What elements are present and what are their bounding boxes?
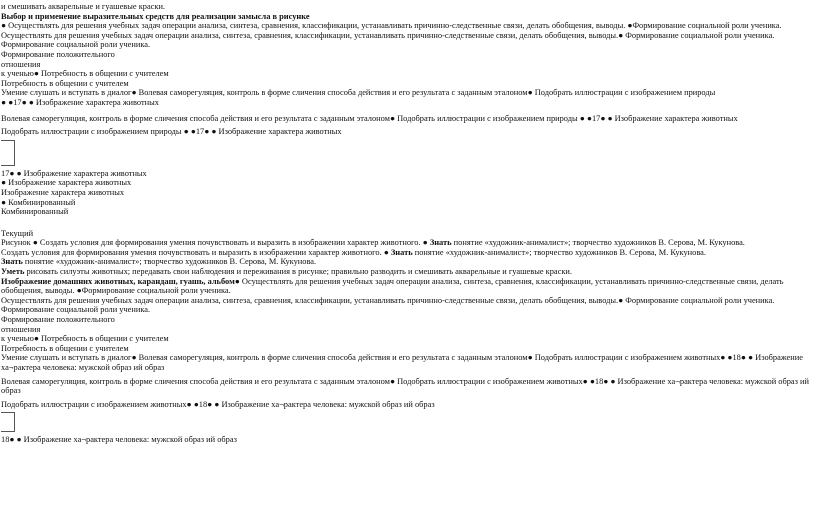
text-line: Текущий [1,228,34,238]
text-line: ● ●17● ● Изображение характера животных [1,97,159,107]
text-line: Рисунок ● Создать условия для формирования умения почувствовать и выразить в изображении характер животного. ● Знать понятие «художник-анималист»; творчество художников В. Серова, М. Кукунова. [1,238,745,248]
text-line: Формирование положительного [1,315,115,325]
document-page [1,2,811,445]
text-line: 18● ● Изображение ха¬рактера человека: мужской образ ий образ [1,435,237,445]
text-line: ● Изображение характера животных [1,178,132,188]
table-cell-border [1,412,15,432]
text-line: Формирование положительного [1,49,115,59]
text-line: Знать понятие «художник-анималист»; творчество художников В. Серова, М. Кукунова. [1,257,317,267]
text-line: Подобрать иллюстрации с изображением животных● ●18● ● Изображение ха¬рактера человека: мужской образ ий образ [1,399,435,409]
text-line: Потребность в общении с учителем [1,78,129,88]
text-line: Формирование социальной роли ученика. [1,305,151,315]
text-line: к ученью● Потребность в общении с учителем [1,334,169,344]
text-line: отношения [1,59,41,69]
text-line: Комбинированный [1,207,69,217]
text-line: ● Осуществлять для решения учебных задач операции анализа, синтеза, сравнения, классификации, устанавливать причинно-следственные связи, делать обобщения, выводы. ●Формирование социальной роли ученика. [1,21,782,31]
text-line: ● Комбинированный [1,197,76,207]
section-heading: Выбор и применение выразительных средств для реализации замысла в рисунке [1,11,310,21]
text-line: 17● ● Изображение характера животных [1,168,147,178]
text-line: Умение слушать и вступать в диалог● Волевая саморегуляция, контроль в форме сличения способа действия и его результата с заданным эталоном● Подобрать иллюстрации с изображением животных● ●18● ● Изображение ха¬рактера человека: мужской образ ий образ [1,353,803,372]
text-line: к ученью● Потребность в общении с учителем [1,69,169,79]
text-line: Изображение домашних животных, карандаш, гуашь, альбом● Осуществлять для решения учебных задач операции анализа, синтеза, сравнения, классификации, устанавливать причинно-следственные связи, делать обобщения, выводы. ●Формирование социальной роли ученика. [1,276,784,296]
text-line: Формирование социальной роли ученика. [1,40,151,50]
text-line: Осуществлять для решения учебных задач операции анализа, синтеза, сравнения, классификации, устанавливать причинно-следственные связи, делать обобщения, выводы.● Формирование социальной роли ученика. [1,295,775,305]
text-line: Подобрать иллюстрации с изображением природы ● ●17● ● Изображение характера животных [1,127,342,137]
text-line: отношения [1,324,41,334]
text-line: Умение слушать и вступать в диалог● Волевая саморегуляция, контроль в форме сличения способа действия и его результата с заданным эталоном● Подобрать иллюстрации с изображением природы [1,88,716,98]
text-line: и смешивать акварельные и гуашевые краски. [1,2,166,11]
text-line: Создать условия для формирования умения почувствовать и выразить в изображении характер животного. ● Знать понятие «художник-анималист»; творчество художников В. Серова, М. Кукунова. [1,247,706,257]
text-line: Потребность в общении с учителем [1,343,129,353]
text-line: Изображение характера животных [1,187,125,197]
table-cell-border [1,140,15,166]
text-line: Осуществлять для решения учебных задач операции анализа, синтеза, сравнения, классификации, устанавливать причинно-следственные связи, делать обобщения, выводы.● Формирование социальной роли ученика. [1,30,775,40]
text-line: Уметь рисовать силуэты животных; передавать свои наблюдения и переживания в рисунке; правильно разводить и смешивать акварельные и гуашевые краски. [1,267,572,277]
text-line: Волевая саморегуляция, контроль в форме сличения способа действия и его результата с заданным эталоном● Подобрать иллюстрации с изображением животных● ●18● ● Изображение ха¬рактера человека: мужской образ ий образ [1,376,809,396]
text-line: Волевая саморегуляция, контроль в форме сличения способа действия и его результата с заданным эталоном● Подобрать иллюстрации с изображением природы ● ●17● ● Изображение характера животных [1,113,738,123]
